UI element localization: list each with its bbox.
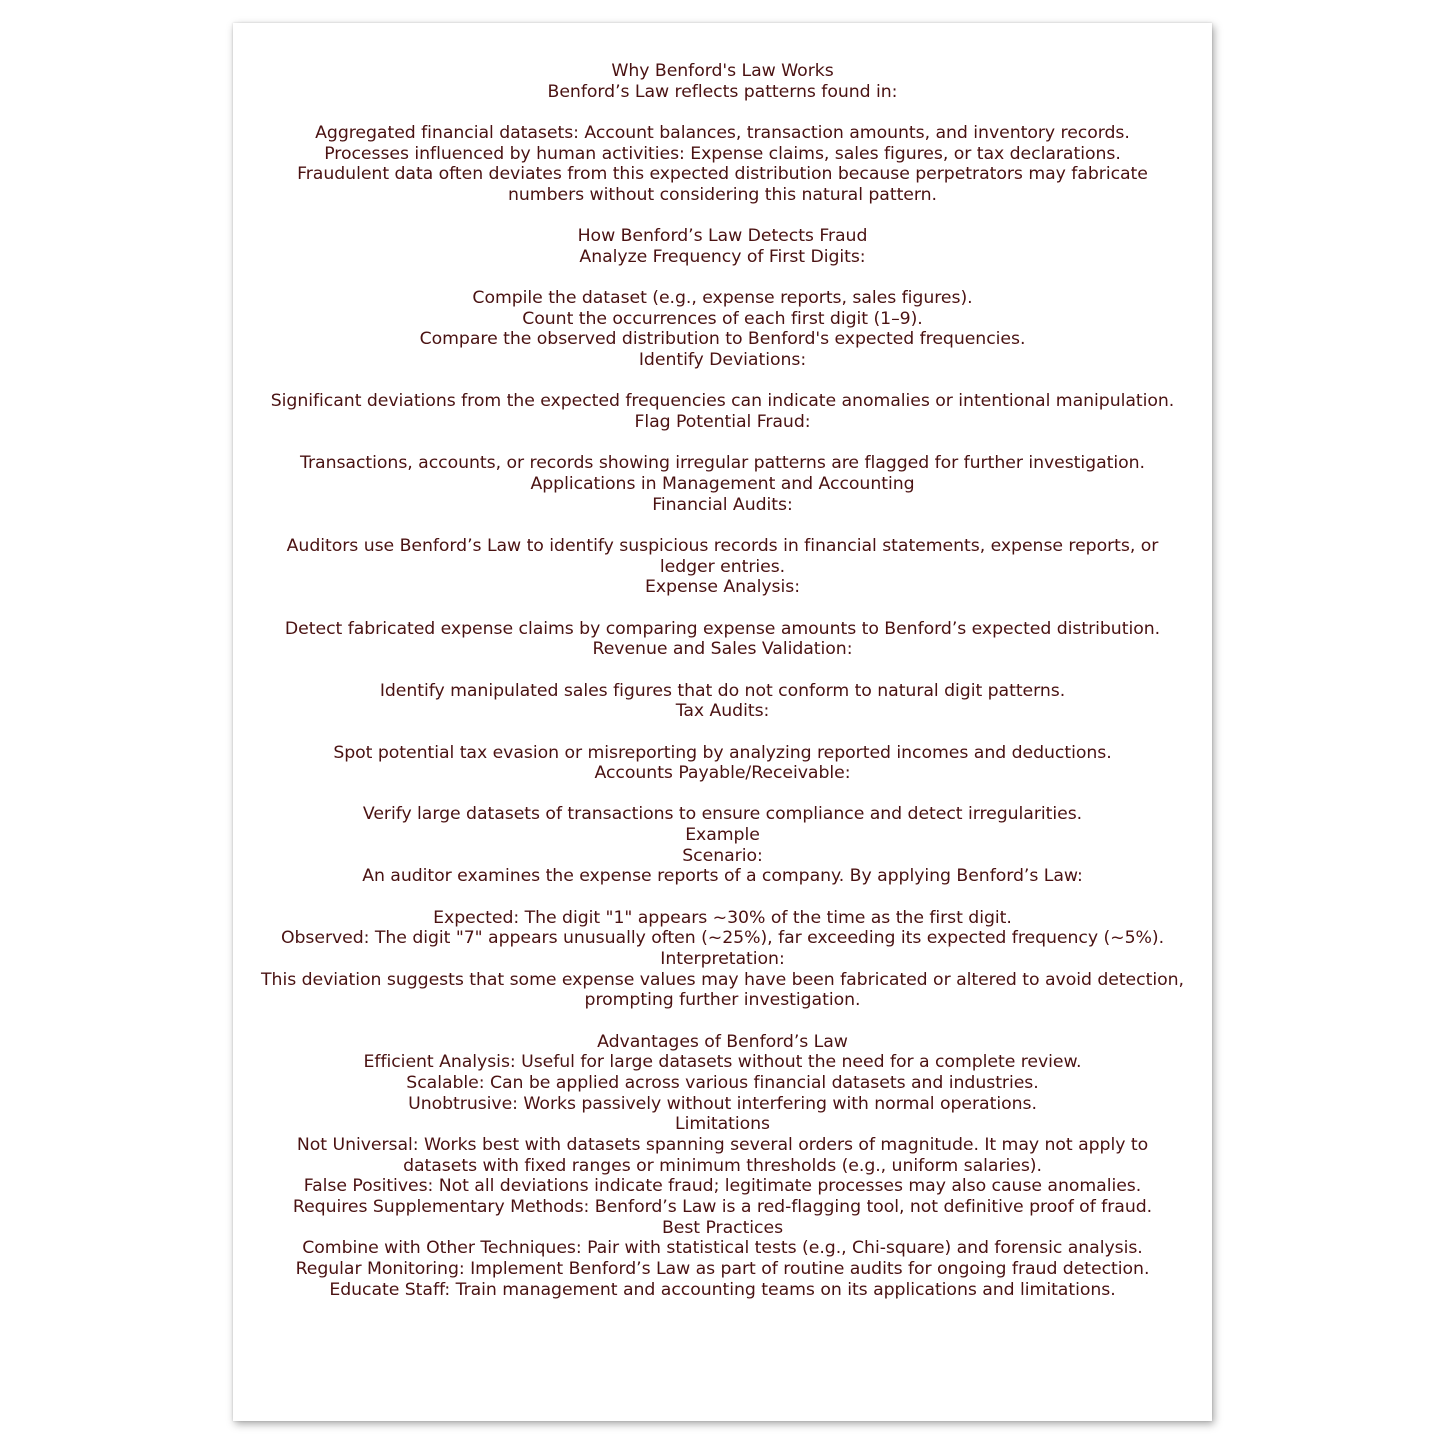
text-line: Compare the observed distribution to Benford's expected frequencies. bbox=[419, 329, 1026, 350]
text-line: Flag Potential Fraud: bbox=[634, 412, 811, 433]
text-line: Expense Analysis: bbox=[644, 577, 800, 598]
document-page bbox=[233, 23, 1212, 1421]
text-line: Example bbox=[685, 825, 760, 846]
text-line: Expected: The digit "1" appears ~30% of the time as the first digit. bbox=[433, 907, 1012, 928]
text-line: Tax Audits: bbox=[675, 701, 770, 722]
text-line: Regular Monitoring: Implement Benford’s Law as part of routine audits for ongoing fraud detection. bbox=[295, 1258, 1150, 1279]
text-line: Analyze Frequency of First Digits: bbox=[579, 246, 866, 267]
text-line: Aggregated financial datasets: Account balances, transaction amounts, and inventory records. bbox=[315, 122, 1130, 143]
text-line: Limitations bbox=[675, 1114, 770, 1135]
text-line: Scenario: bbox=[682, 845, 763, 866]
text-line: Revenue and Sales Validation: bbox=[592, 639, 853, 660]
blank-line bbox=[259, 515, 1186, 536]
text-line: Educate Staff: Train management and accounting teams on its applications and limitations. bbox=[329, 1279, 1116, 1300]
text-line: Unobtrusive: Works passively without interfering with normal operations. bbox=[408, 1093, 1037, 1114]
text-line: Accounts Payable/Receivable: bbox=[594, 763, 851, 784]
text-line: Processes influenced by human activities: Expense claims, sales figures, or tax declarations. bbox=[324, 143, 1121, 164]
blank-line bbox=[259, 1011, 1186, 1032]
text-line: Verify large datasets of transactions to ensure compliance and detect irregularities. bbox=[362, 804, 1083, 825]
blank-line bbox=[259, 102, 1186, 123]
blank-line bbox=[259, 371, 1186, 392]
text-line: Count the occurrences of each first digit (1–9). bbox=[522, 308, 923, 329]
text-line: Applications in Management and Accounting bbox=[530, 474, 915, 495]
text-line: Auditors use Benford’s Law to identify suspicious records in financial statements, expense reports, or ledger entries. bbox=[286, 536, 1159, 577]
blank-line bbox=[259, 268, 1186, 289]
text-line: Efficient Analysis: Useful for large datasets without the need for a complete review. bbox=[363, 1052, 1082, 1073]
text-line: Transactions, accounts, or records showing irregular patterns are flagged for further investigation. bbox=[300, 453, 1145, 474]
text-line: Interpretation: bbox=[660, 949, 785, 970]
text-line: Advantages of Benford’s Law bbox=[597, 1031, 848, 1052]
text-line: Observed: The digit "7" appears unusually often (~25%), far exceeding its expected frequency (~5%). bbox=[280, 928, 1165, 949]
text-line: Financial Audits: bbox=[652, 494, 793, 515]
text-line: An auditor examines the expense reports of a company. By applying Benford’s Law: bbox=[362, 866, 1083, 887]
text-line: False Positives: Not all deviations indicate fraud; legitimate processes may also cause anomalies. bbox=[303, 1176, 1142, 1197]
text-line: Benford’s Law reflects patterns found in: bbox=[547, 81, 898, 102]
text-line: Identify Deviations: bbox=[638, 350, 807, 371]
text-line: Detect fabricated expense claims by comparing expense amounts to Benford’s expected distribution. bbox=[284, 618, 1161, 639]
blank-line bbox=[259, 433, 1186, 454]
text-line: Combine with Other Techniques: Pair with statistical tests (e.g., Chi-square) and forensic analysis. bbox=[302, 1238, 1143, 1259]
blank-line bbox=[259, 722, 1186, 743]
text-line: This deviation suggests that some expense values may have been fabricated or altered to avoid detection, prompting further investigation. bbox=[261, 969, 1184, 1011]
blank-line bbox=[259, 784, 1186, 805]
text-line: Not Universal: Works best with datasets spanning several orders of magnitude. It may not apply to datasets with fixed ranges or minimum thresholds (e.g., uniform salaries). bbox=[296, 1134, 1149, 1176]
text-line: Identify manipulated sales figures that do not conform to natural digit patterns. bbox=[379, 680, 1066, 701]
text-line: Spot potential tax evasion or misreporting by analyzing reported incomes and deductions. bbox=[333, 742, 1112, 763]
text-line: Significant deviations from the expected frequencies can indicate anomalies or intentional manipulation. bbox=[270, 391, 1175, 412]
blank-line bbox=[259, 660, 1186, 681]
document-body bbox=[259, 61, 1186, 1300]
blank-line bbox=[259, 206, 1186, 227]
text-line: Best Practices bbox=[661, 1217, 784, 1238]
text-line: Requires Supplementary Methods: Benford’s Law is a red-flagging tool, not definitive proof of fraud. bbox=[292, 1196, 1153, 1217]
text-line: Fraudulent data often deviates from this expected distribution because perpetrators may fabricate numbers without considering this natural pattern. bbox=[297, 164, 1148, 205]
text-line: Compile the dataset (e.g., expense reports, sales figures). bbox=[472, 288, 973, 309]
text-line: Scalable: Can be applied across various financial datasets and industries. bbox=[406, 1072, 1039, 1093]
text-line: How Benford’s Law Detects Fraud bbox=[577, 226, 868, 247]
blank-line bbox=[259, 887, 1186, 908]
blank-line bbox=[259, 598, 1186, 619]
text-line: Why Benford's Law Works bbox=[611, 61, 834, 81]
